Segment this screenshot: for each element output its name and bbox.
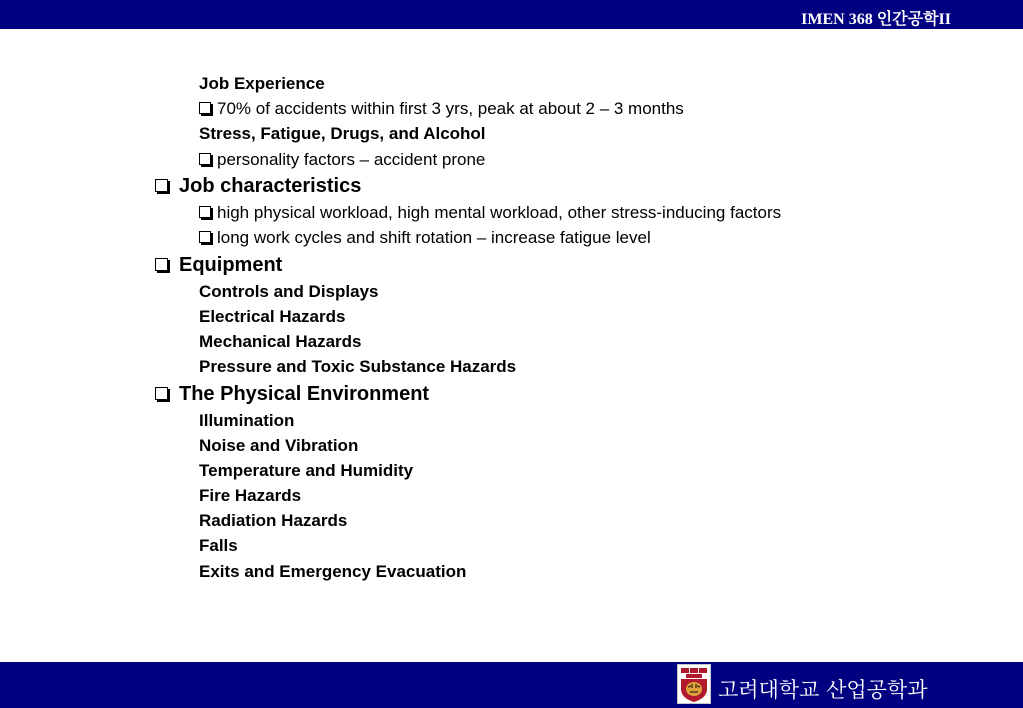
section-title: The Physical Environment [179,383,430,405]
crest-graphic [678,665,710,703]
list-item: Pressure and Toxic Substance Hazards [199,357,517,376]
bullet-item [199,150,485,170]
list-item: Electrical Hazards [199,307,346,326]
list-item: Noise and Vibration [199,436,359,455]
list-item: Illumination [199,411,295,430]
bullet-text: personality factors – accident prone [217,150,486,169]
footer-rule [0,660,1023,662]
bullet-item [199,228,651,248]
list-item: Temperature and Humidity [199,461,414,480]
checkbox-bullet-icon [199,206,211,218]
list-item: Exits and Emergency Evacuation [199,562,467,581]
section-title: Equipment [179,254,283,276]
checkbox-bullet-icon [199,102,211,114]
list-item: Controls and Displays [199,282,379,301]
bullet-text: long work cycles and shift rotation – increase fatigue level [217,228,651,247]
course-title: IMEN 368 인간공학II [801,11,951,28]
list-item: Fire Hazards [199,486,302,505]
section-job-characteristics [155,175,361,198]
checkbox-bullet-icon [155,258,168,271]
section-title: Job characteristics [179,175,362,197]
job-experience-heading: Job Experience [199,74,325,93]
department-name: 고려대학교 산업공학과 [718,678,928,702]
list-item: Radiation Hazards [199,511,348,530]
checkbox-bullet-icon [199,153,211,165]
checkbox-bullet-icon [155,387,168,400]
section-equipment [155,254,282,277]
checkbox-bullet-icon [199,231,211,243]
university-crest-icon [677,664,711,704]
section-physical-environment [155,383,429,406]
stress-heading: Stress, Fatigue, Drugs, and Alcohol [199,124,486,143]
list-item: Mechanical Hazards [199,332,362,351]
checkbox-bullet-icon [155,179,168,192]
bullet-text: high physical workload, high mental workload, other stress-inducing factors [217,203,782,222]
bullet-text: 70% of accidents within first 3 yrs, peak at about 2 – 3 months [217,99,684,118]
list-item: Falls [199,536,238,555]
bullet-item [199,99,684,119]
bullet-item [199,203,781,223]
